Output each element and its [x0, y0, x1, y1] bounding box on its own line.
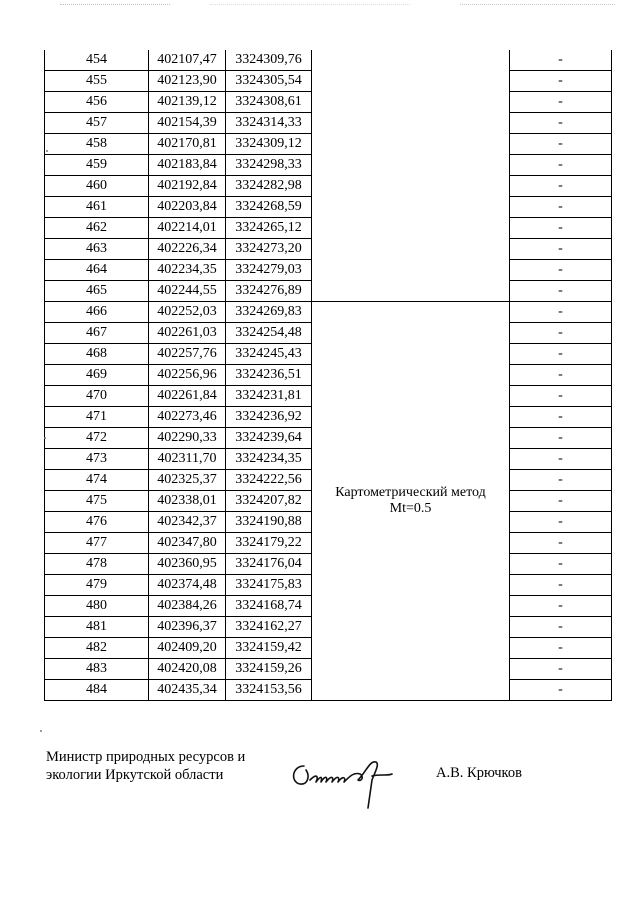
- coordinate-y-cell: 3324239,64: [226, 428, 312, 449]
- note-cell: -: [510, 50, 612, 71]
- note-cell: -: [510, 155, 612, 176]
- note-cell: -: [510, 491, 612, 512]
- note-cell: -: [510, 617, 612, 638]
- coordinate-y-cell: 3324245,43: [226, 344, 312, 365]
- coordinate-y-cell: 3324176,04: [226, 554, 312, 575]
- point-number-cell: 473: [45, 449, 149, 470]
- note-cell: -: [510, 365, 612, 386]
- scan-artifact-line: [210, 4, 410, 5]
- coordinate-y-cell: 3324269,83: [226, 302, 312, 323]
- coordinate-y-cell: 3324179,22: [226, 533, 312, 554]
- note-cell: -: [510, 407, 612, 428]
- coordinate-x-cell: 402214,01: [149, 218, 226, 239]
- note-cell: -: [510, 197, 612, 218]
- note-cell: -: [510, 302, 612, 323]
- point-number-cell: 480: [45, 596, 149, 617]
- method-name: Картометрический метод: [335, 485, 486, 500]
- note-cell: -: [510, 470, 612, 491]
- method-cell: [312, 302, 510, 701]
- coordinate-x-cell: 402384,26: [149, 596, 226, 617]
- coordinate-x-cell: 402256,96: [149, 365, 226, 386]
- signatory-title: [46, 748, 245, 784]
- note-cell: -: [510, 659, 612, 680]
- point-number-cell: 483: [45, 659, 149, 680]
- point-number-cell: 482: [45, 638, 149, 659]
- coordinate-y-cell: 3324282,98: [226, 176, 312, 197]
- point-number-cell: 459: [45, 155, 149, 176]
- point-number-cell: 478: [45, 554, 149, 575]
- point-number-cell: 464: [45, 260, 149, 281]
- coordinate-x-cell: 402342,37: [149, 512, 226, 533]
- point-number-cell: 470: [45, 386, 149, 407]
- coordinate-x-cell: 402252,03: [149, 302, 226, 323]
- coordinate-y-cell: 3324254,48: [226, 323, 312, 344]
- coordinate-y-cell: 3324298,33: [226, 155, 312, 176]
- point-number-cell: 466: [45, 302, 149, 323]
- scan-artifact-line: [460, 4, 615, 5]
- coordinate-x-cell: 402409,20: [149, 638, 226, 659]
- note-cell: -: [510, 176, 612, 197]
- coordinate-y-cell: 3324276,89: [226, 281, 312, 302]
- coordinate-y-cell: 3324190,88: [226, 512, 312, 533]
- coordinate-x-cell: 402139,12: [149, 92, 226, 113]
- coordinate-y-cell: 3324168,74: [226, 596, 312, 617]
- coordinate-x-cell: 402183,84: [149, 155, 226, 176]
- point-number-cell: 467: [45, 323, 149, 344]
- coordinate-x-cell: 402374,48: [149, 575, 226, 596]
- coordinate-y-cell: 3324222,56: [226, 470, 312, 491]
- point-number-cell: 462: [45, 218, 149, 239]
- coordinates-table-body: [45, 50, 612, 701]
- coordinate-y-cell: 3324279,03: [226, 260, 312, 281]
- scan-speck: [46, 150, 48, 152]
- coordinate-y-cell: 3324159,26: [226, 659, 312, 680]
- signatory-title-line-1: Министр природных ресурсов и: [46, 749, 246, 765]
- point-number-cell: 468: [45, 344, 149, 365]
- point-number-cell: 469: [45, 365, 149, 386]
- coordinate-y-cell: 3324273,20: [226, 239, 312, 260]
- coordinate-y-cell: 3324309,76: [226, 50, 312, 71]
- coordinate-x-cell: 402290,33: [149, 428, 226, 449]
- note-cell: -: [510, 218, 612, 239]
- point-number-cell: 479: [45, 575, 149, 596]
- coordinate-x-cell: 402154,39: [149, 113, 226, 134]
- note-cell: -: [510, 554, 612, 575]
- point-number-cell: 455: [45, 71, 149, 92]
- coordinate-x-cell: 402234,35: [149, 260, 226, 281]
- table-row: [45, 50, 612, 71]
- coordinate-x-cell: 402325,37: [149, 470, 226, 491]
- coordinate-x-cell: 402257,76: [149, 344, 226, 365]
- coordinate-y-cell: 3324265,12: [226, 218, 312, 239]
- coordinate-x-cell: 402226,34: [149, 239, 226, 260]
- note-cell: -: [510, 134, 612, 155]
- coordinate-x-cell: 402420,08: [149, 659, 226, 680]
- note-cell: -: [510, 344, 612, 365]
- note-cell: -: [510, 323, 612, 344]
- note-cell: -: [510, 239, 612, 260]
- note-cell: -: [510, 638, 612, 659]
- coordinate-y-cell: 3324162,27: [226, 617, 312, 638]
- coordinate-y-cell: 3324159,42: [226, 638, 312, 659]
- point-number-cell: 474: [45, 470, 149, 491]
- coordinate-x-cell: 402203,84: [149, 197, 226, 218]
- coordinate-x-cell: 402107,47: [149, 50, 226, 71]
- coordinate-x-cell: 402311,70: [149, 449, 226, 470]
- method-cell-empty: [312, 50, 510, 302]
- note-cell: -: [510, 428, 612, 449]
- handwritten-signature: [288, 752, 398, 814]
- coordinate-y-cell: 3324236,51: [226, 365, 312, 386]
- note-cell: -: [510, 386, 612, 407]
- note-cell: -: [510, 596, 612, 617]
- coordinate-x-cell: 402192,84: [149, 176, 226, 197]
- coordinate-y-cell: 3324231,81: [226, 386, 312, 407]
- note-cell: -: [510, 113, 612, 134]
- coordinate-x-cell: 402273,46: [149, 407, 226, 428]
- point-number-cell: 475: [45, 491, 149, 512]
- coordinate-x-cell: 402435,34: [149, 680, 226, 701]
- note-cell: -: [510, 92, 612, 113]
- coordinate-x-cell: 402261,84: [149, 386, 226, 407]
- coordinate-y-cell: 3324175,83: [226, 575, 312, 596]
- coordinate-y-cell: 3324305,54: [226, 71, 312, 92]
- coordinate-y-cell: 3324308,61: [226, 92, 312, 113]
- coordinate-x-cell: 402261,03: [149, 323, 226, 344]
- coordinates-table: [44, 50, 612, 701]
- coordinate-y-cell: 3324234,35: [226, 449, 312, 470]
- coordinate-x-cell: 402338,01: [149, 491, 226, 512]
- scan-artifact-line: [60, 4, 170, 5]
- point-number-cell: 477: [45, 533, 149, 554]
- point-number-cell: 457: [45, 113, 149, 134]
- note-cell: -: [510, 449, 612, 470]
- point-number-cell: 460: [45, 176, 149, 197]
- point-number-cell: 458: [45, 134, 149, 155]
- point-number-cell: 456: [45, 92, 149, 113]
- coordinate-y-cell: 3324236,92: [226, 407, 312, 428]
- coordinate-x-cell: 402123,90: [149, 71, 226, 92]
- note-cell: -: [510, 260, 612, 281]
- point-number-cell: 472: [45, 428, 149, 449]
- scan-speck: [40, 730, 42, 732]
- point-number-cell: 484: [45, 680, 149, 701]
- coordinate-x-cell: 402170,81: [149, 134, 226, 155]
- coordinate-y-cell: 3324314,33: [226, 113, 312, 134]
- note-cell: -: [510, 281, 612, 302]
- signatory-name: А.В. Крючков: [436, 765, 522, 781]
- coordinate-x-cell: 402347,80: [149, 533, 226, 554]
- coordinate-y-cell: 3324309,12: [226, 134, 312, 155]
- coordinate-y-cell: 3324153,56: [226, 680, 312, 701]
- point-number-cell: 465: [45, 281, 149, 302]
- coordinate-x-cell: 402360,95: [149, 554, 226, 575]
- table-row: [45, 302, 612, 323]
- note-cell: -: [510, 512, 612, 533]
- note-cell: -: [510, 575, 612, 596]
- scan-speck: [44, 437, 46, 439]
- signatory-title-line-2: экологии Иркутской области: [46, 767, 224, 783]
- point-number-cell: 463: [45, 239, 149, 260]
- coordinate-x-cell: 402396,37: [149, 617, 226, 638]
- note-cell: -: [510, 71, 612, 92]
- coordinate-y-cell: 3324268,59: [226, 197, 312, 218]
- point-number-cell: 481: [45, 617, 149, 638]
- method-accuracy: Mt=0.5: [389, 501, 432, 516]
- point-number-cell: 471: [45, 407, 149, 428]
- point-number-cell: 476: [45, 512, 149, 533]
- coordinate-x-cell: 402244,55: [149, 281, 226, 302]
- coordinate-y-cell: 3324207,82: [226, 491, 312, 512]
- note-cell: -: [510, 680, 612, 701]
- point-number-cell: 461: [45, 197, 149, 218]
- note-cell: -: [510, 533, 612, 554]
- point-number-cell: 454: [45, 50, 149, 71]
